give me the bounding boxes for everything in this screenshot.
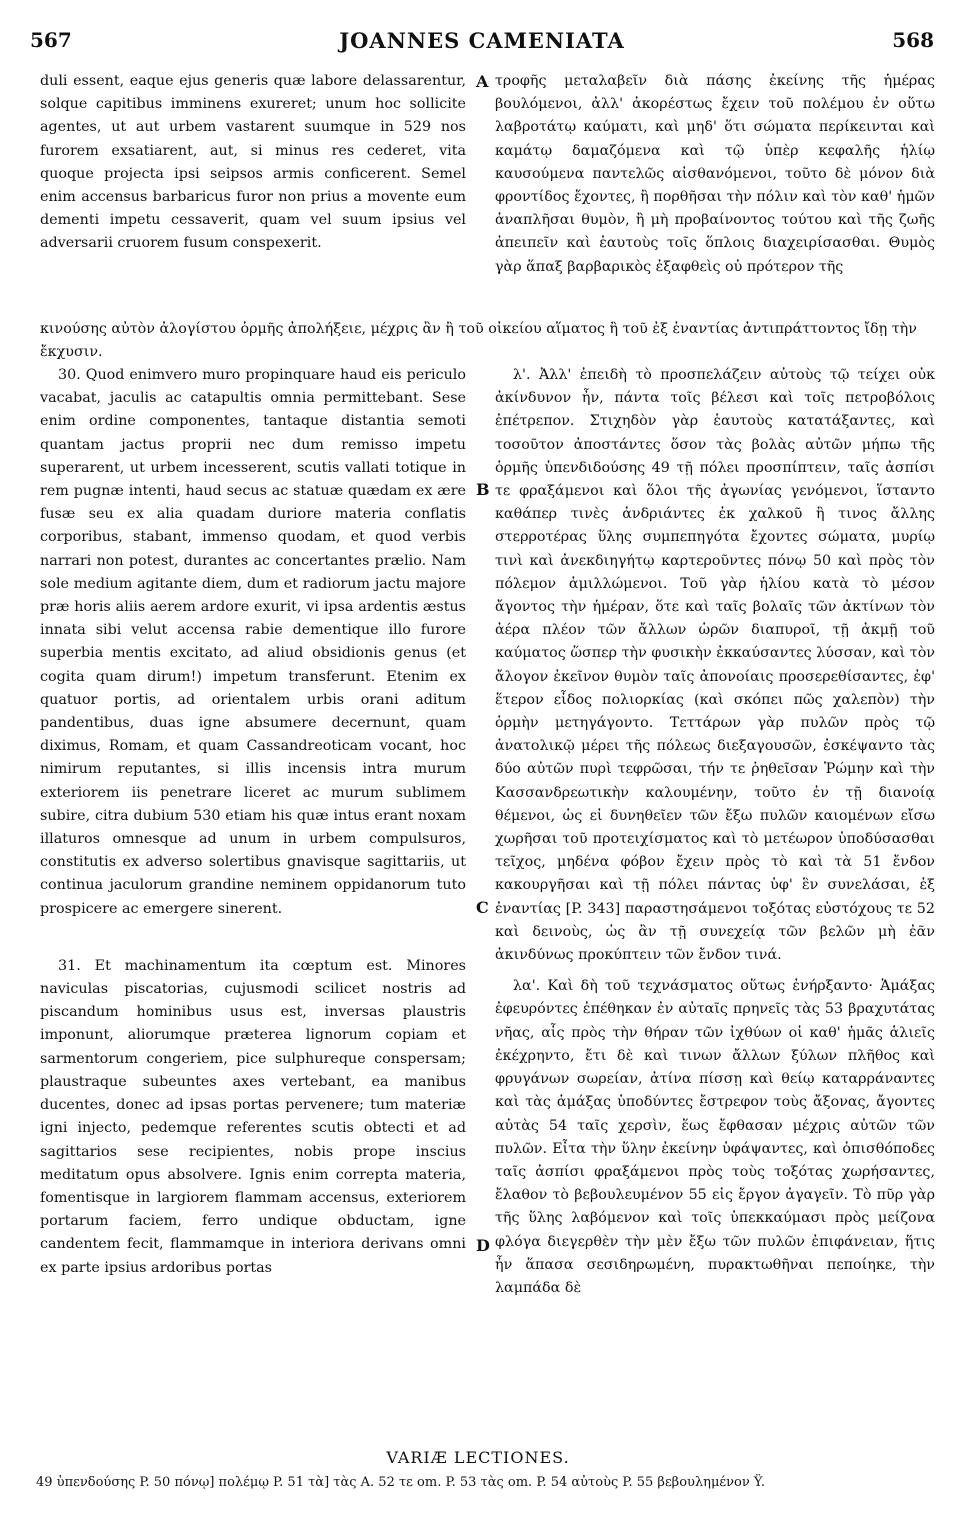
running-title: JOANNES CAMENIATA xyxy=(339,28,625,53)
page-number-right: 568 xyxy=(892,28,934,52)
page-number-left: 567 xyxy=(30,28,72,52)
margin-letter-c: C xyxy=(476,898,489,917)
greek-spanning-line: κινούσης αὐτὸν ἀλογίστου ὁρμῆς ἀπολήξειε, μέχρις ἂν ἢ τοῦ οἰκείου αἵματος ἢ τοῦ ἐξ ἐναντίας ἀντιπράττοντος ἴδῃ τὴν ἔκχυσιν. xyxy=(40,321,917,361)
latin-paragraph-30: 30. Quod enimvero muro propinquare haud eis periculo vacabat, jaculis ac catapultis omnia permittebant. Sese enim ordine componentes, tantaque distantia semoti quantam jactus proprii nec dum remisso impetu superarent, ut urbem incesserent, scutis vallati totique in rem pugnæ intenti, haud secus ac statuæ quædam ex ære fusæ seu ex alia quadam duriore materia conflatis corporibus, stabant, immenso quodam, et quod verbis narrari non potest, durantes ac concertantes prælio. Nam sole medium agitante diem, dum et radiorum jactu majore præ horis aliis aerem ardore exurit, vi ipsa ardentis æstus innata sibi velut accensa rabie dementique illo furore superbia mentis excitato, ad aliud obsidionis genus (et cogita quam dirum!) impetum transferunt. Etenim ex quatuor portis, ad orientalem urbis orani aditum pandentibus, duas igne absumere decernunt, quam diximus, Romam, et quam Cassandreoticam vocant, hoc nimirum reputantes, si illis incensis intra murum exteriorem iis penetrare liceret ac murum sublimem subire, citra dubium 530 etiam his quæ intus erant noxam illaturos omnesque ad unum in urbem compulsuros, constitutis ex adverso solertibus gnavisque sagittariis, ut continua jaculorum grandine neminem oppidanorum tuto prospicere ac emergere sinerent. xyxy=(40,367,466,917)
latin-paragraph-29: duli essent, eaque ejus generis quæ labore delassarentur, solque capitibus imminens exureret; unum hoc sollicite agentes, ut aut urbem vastarent suumque in 529 nos furorem exsatiarent, aut, si minus res cederet, vita quoque projecta ipsi seipsos armis conficerent. Semel enim accensus barbaricus furor non prius a movente eum dementi impetu cessaverit, quam vel suum ipsius vel adversarii cruorem fusum conspexerit. xyxy=(40,73,466,252)
greek-paragraph-30: λ'. Ἀλλ' ἐπειδὴ τὸ προσπελάζειν αὐτοὺς τῷ τείχει οὐκ ἀκίνδυνον ἦν, πάντα τοῖς βέλεσι καὶ τοῖς πετροβόλοις ἐπέτρεπον. Στιχηδὸν γὰρ ἑαυτοὺς κατατάξαντες, καὶ τοσοῦτον ἀποστάντες ὅσον τὰς βολὰς αὐτῶν μήπω τῆς ὁρμῆς ὑπενδιδούσης 49 τῇ πόλει προσπίπτειν, ταῖς ἀσπίσι τε φραξάμενοι καὶ ὅλοι τῆς ἀγωνίας γενόμενοι, ἵσταντο καθάπερ τινὲς ἀνδριάντες ἐκ χαλκοῦ ἢ τινος ἄλλης στερροτέρας ὕλης συμπεπηγότα ἔχοντες σώματα, μυρίῳ τινὶ καὶ ἀνεκδιηγήτῳ καρτεροῦντες πόνῳ 50 καὶ πρὸς τὸν πόλεμον ἁμιλλώμενοι. Τοῦ γὰρ ἡλίου κατὰ τὸ μέσον ἄγοντος τὴν ἡμέραν, ὅτε καὶ ταῖς βολαῖς τῶν ἀκτίνων τὸν ἀέρα πλέον τῶν ἄλλων ὡρῶν διαπυροῖ, τῇ ἀκμῇ τοῦ καύματος ὥσπερ τὴν φυσικὴν ἐκκαύσαντες λύσσαν, καὶ τὸν ἄλογον ἐκεῖνον θυμὸν ταῖς ἀπονοίαις προσερεθίσαντες, ἐφ' ἕτερον εἶδος πολιορκίας (καὶ σκόπει πῶς χαλεπὸν) τὴν ὁρμὴν μετηγάγοντο. Τεττάρων γὰρ πυλῶν πρὸς τῷ ἀνατολικῷ μέρει τῆς πόλεως διεξαγουσῶν, ἐσκέψαντο τὰς δύο αὐτῶν πυρὶ τεφρῶσαι, τήν τε ῥηθεῖσαν Ῥώμην καὶ τὴν Κασσανδρεωτικὴν καλουμένην, τοῦτο ἐν τῇ διανοίᾳ θέμενοι, ὡς εἰ δυνηθεῖεν τῶν ἔξω πυλῶν καιομένων εἴσω χωρῆσαι τοῦ προτειχίσματος καὶ τὸ μετέωρον ὑποδύσασθαι τεῖχος, μηδένα φόβον ἔχειν πρὸς τὸ καὶ τὰ 51 ἔνδον κακουργῆσαι καὶ τῇ πόλει πάντας ὑφ' ἓν συνελάσαι, ἐξ ἐναντίας [P. 343] παραστησάμενοι τοξότας εὐστόχους τε 52 καὶ δεινοὺς, ὡς ἂν τῇ συνεχείᾳ τῶν βελῶν μὴ ἐᾶν ἀκινδύνως προκύπτειν τῶν ἔνδον τινά. xyxy=(495,367,935,964)
greek-column-lower xyxy=(495,364,935,1300)
greek-paragraph-31: λα'. Καὶ δὴ τοῦ τεχνάσματος οὕτως ἐνήρξαντο· Ἁμάξας ἐφευρόντες ἐπέθηκαν ἐν αὐταῖς πρηνεῖς τὰς 53 βραχυτάτας νῆας, αἷς πρὸς τὴν θήραν τῶν ἰχθύων οἱ καθ' ἡμᾶς ἁλιεῖς ἐκέχρηντο, ἔτι δὲ καὶ τινων ἄλλων ξύλων πλῆθος καὶ φρυγάνων σωρείαν, ἀτίνα πίσσῃ καὶ θείῳ καταρράναντες καὶ τὰς ἁμάξας ὑποδύντες ἔστρεφον τοὺς ἄξονας, ἄγοντες αὐτὰς 54 ταῖς χερσὶν, ἕως ἔφθασαν μέχρις αὐτῶν τῶν πυλῶν. Εἶτα τὴν ὕλην ἐκείνην ὑφάψαντες, καὶ ὀπισθόποδες ταῖς ἀσπίσι φραξάμενοι πρὸς τοὺς τοξότας χωρήσαντες, ἔλαθον τὸ βεβουλευμένον 55 εἰς ἔργον ἀγαγεῖν. Τὸ πῦρ γὰρ τῆς ὕλης λαβόμενον καὶ τοῖς ὑπεκκαύμασι πρὸς μείζονα φλόγα διεγερθὲν τὴν μὲν ἔξω τῶν πυλῶν ἐπιφάνειαν, ἥτις ἦν ἅπασα σεσιδηρωμένη, πυρακτωθῆναι πεποίηκε, τὴν λαμπάδα δὲ xyxy=(495,978,935,1296)
footnotes: 49 ὑπενδούσης P. 50 πόνῳ] πολέμῳ P. 51 τὰ] τὰς A. 52 τε om. P. 53 τὰς om. P. 54 αὐτοὺς P. 55 βεβουλημένον Ÿ. xyxy=(36,1475,765,1490)
margin-letter-d: D xyxy=(476,1236,490,1255)
variae-lectiones-heading: VARIÆ LECTIONES. xyxy=(386,1448,570,1467)
latin-column xyxy=(40,70,466,256)
running-header xyxy=(30,28,934,56)
greek-column xyxy=(495,70,935,279)
latin-paragraph-31: 31. Et machinamentum ita cœptum est. Minores naviculas piscatorias, cujusmodi scilicet nostris ad piscandum hominibus usus est, inversas plaustris imponunt, aliorumque præterea lignorum copiam et sarmentorum congeriem, pice sulphureque conspersam; plaustraque subeuntes axes vertebant, ea manibus ducentes, donec ad ipsas portas pervenere; tum materiæ igni injecto, pedemque referentes scutis obtecti et ad sagittarios sese recipientes, nobis prope inscius meditatum opus absolvere. Ignis enim correpta materia, fomentisque in largiorem flammam accensus, exteriorem portarum faciem, ferro undique obductam, igne candentem fecit, flammamque in interiora derivans omni ex parte ipsius ardoribus portas xyxy=(40,957,466,1276)
margin-letter-b: B xyxy=(476,480,490,499)
latin-column-lower xyxy=(40,364,466,1280)
margin-letter-a: A xyxy=(476,72,489,91)
greek-paragraph-29: τροφῆς μεταλαβεῖν διὰ πάσης ἐκείνης τῆς ἡμέρας βουλόμενοι, ἀλλ' ἀκορέστως ἔχειν τοῦ πολέμου ἐν οὕτω λαβρoτάτῳ καύματι, καὶ μηδ' ὅτι σώματα περίκεινται καὶ καμάτῳ δαμαζόμενα καὶ τῷ ὑπὲρ κεφαλῆς ἡλίῳ καυσούμενα παντελῶς αἰσθανόμενοι, τοῦτο δὲ μόνον διὰ φροντίδος ἔχοντες, ἢ πορθῆσαι τὴν πόλιν καὶ τὸν καθ' ἡμῶν ἀναπλῆσαι θυμὸν, ἢ μὴ προβαίνοντος τούτου καὶ τῆς ζωῆς ἀπειπεῖν καὶ ἑαυτοὺς τοῖς ὅπλοις διαχειρίσασθαι. Θυμὸς γὰρ ἅπαξ βαρβαρικὸς ἐξαφθεὶς οὐ πρότερον τῆς xyxy=(495,73,935,275)
